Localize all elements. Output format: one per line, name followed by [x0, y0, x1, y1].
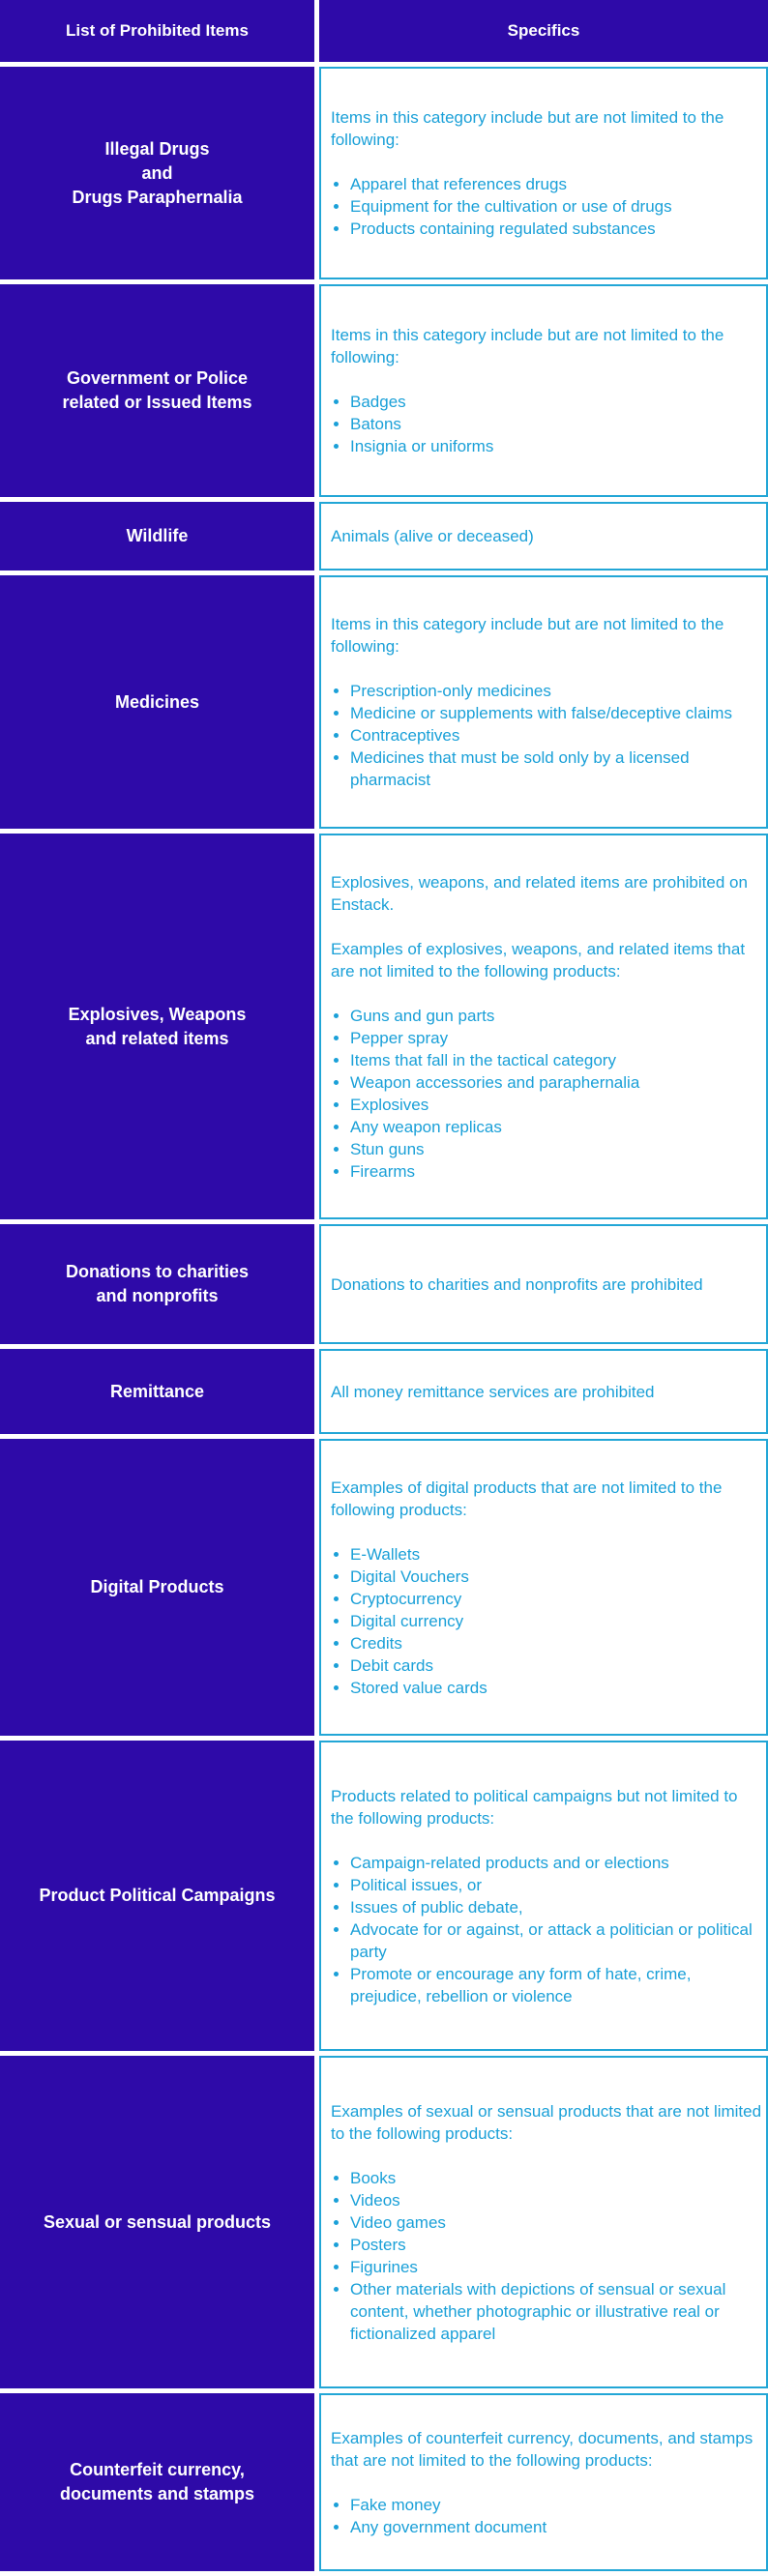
category-label: Sexual or sensual products [43, 2211, 272, 2232]
list-item: • Explosives [350, 1094, 762, 1116]
list-item: • Cryptocurrency [350, 1588, 762, 1610]
table-row [0, 1224, 768, 1344]
category-label: documents and stamps [59, 2484, 255, 2503]
category-cell [0, 1349, 314, 1434]
specifics-list [331, 1543, 762, 1699]
category-label: and nonprofits [96, 1286, 219, 1305]
list-item: • Medicines that must be sold only by a licensed pharmacist [350, 746, 762, 791]
table-row [0, 575, 768, 829]
category-cell [0, 1741, 314, 2051]
table-row [0, 502, 768, 571]
list-item: • Stored value cards [350, 1677, 762, 1699]
table-header-row [0, 0, 768, 62]
specifics-intro: Animals (alive or deceased) [331, 527, 534, 545]
header-specifics: Specifics [319, 0, 768, 62]
specifics-list [331, 391, 762, 457]
specifics-intro: Items in this category include but are not limited to the following: [331, 615, 724, 656]
header-prohibited-items: List of Prohibited Items [0, 0, 314, 62]
specifics-cell [319, 67, 768, 279]
list-item: • Stun guns [350, 1138, 762, 1160]
list-item: • Credits [350, 1632, 762, 1654]
category-cell [0, 1224, 314, 1344]
category-label: Donations to charities [65, 1262, 250, 1281]
specifics-cell [319, 1439, 768, 1736]
list-item: • Posters [350, 2234, 762, 2256]
specifics-cell [319, 834, 768, 1219]
category-cell [0, 2056, 314, 2388]
table-body [0, 67, 768, 2571]
specifics-intro: Examples of digital products that are not limited to the following products: [331, 1478, 723, 1519]
list-item: • E-Wallets [350, 1543, 762, 1566]
category-cell [0, 1439, 314, 1736]
list-item: • Issues of public debate, [350, 1896, 762, 1918]
specifics-cell [319, 575, 768, 829]
category-label: Medicines [114, 691, 200, 712]
list-item: • Any weapon replicas [350, 1116, 762, 1138]
table-row [0, 1439, 768, 1736]
list-item: • Debit cards [350, 1654, 762, 1677]
specifics-cell [319, 2393, 768, 2571]
specifics-cell [319, 2056, 768, 2388]
category-cell [0, 2393, 314, 2571]
category-cell [0, 284, 314, 497]
category-label: Digital Products [90, 1577, 224, 1596]
category-cell [0, 502, 314, 571]
category-label: related or Issued Items [62, 393, 252, 412]
list-item: • Political issues, or [350, 1874, 762, 1896]
table-row [0, 1741, 768, 2051]
list-item: • Items that fall in the tactical category [350, 1049, 762, 1071]
list-item: • Figurines [350, 2256, 762, 2278]
table-row [0, 2393, 768, 2571]
specifics-cell [319, 1349, 768, 1434]
list-item: • Contraceptives [350, 724, 762, 746]
category-label: Product Political Campaigns [39, 1886, 276, 1905]
category-label: Wildlife [126, 526, 189, 545]
list-item: • Prescription-only medicines [350, 680, 762, 702]
category-label: Remittance [109, 1381, 205, 1401]
specifics-list [331, 1005, 762, 1183]
specifics-examples-intro: Examples of explosives, weapons, and related items that are not limited to the following products: [331, 939, 746, 981]
category-cell [0, 67, 314, 279]
table-row [0, 1349, 768, 1434]
list-item: • Any government document [350, 2516, 762, 2538]
specifics-intro: Products related to political campaigns but not limited to the following products: [331, 1786, 738, 1828]
specifics-list [331, 1852, 762, 2007]
specifics-intro: Donations to charities and nonprofits are prohibited [331, 1274, 703, 1294]
category-label: Government or Police [66, 368, 249, 388]
list-item: • Badges [350, 391, 762, 413]
list-item: • Video games [350, 2211, 762, 2234]
list-item: • Campaign-related products and or elections [350, 1852, 762, 1874]
specifics-list [331, 680, 762, 791]
specifics-intro: Items in this category include but are not limited to the following: [331, 326, 724, 366]
table-row [0, 2056, 768, 2388]
list-item: • Weapon accessories and paraphernalia [350, 1071, 762, 1094]
specifics-intro: Examples of counterfeit currency, documents, and stamps that are not limited to the following products: [331, 2428, 753, 2470]
list-item: • Digital Vouchers [350, 1566, 762, 1588]
table-row [0, 67, 768, 279]
category-label: and related items [85, 1028, 229, 1048]
list-item: • Promote or encourage any form of hate, crime, prejudice, rebellion or violence [350, 1963, 762, 2007]
specifics-intro: Examples of sexual or sensual products that are not limited to the following products: [331, 2101, 762, 2143]
table-row [0, 834, 768, 1219]
list-item: • Videos [350, 2189, 762, 2211]
specifics-cell [319, 1741, 768, 2051]
list-item: • Medicine or supplements with false/deceptive claims [350, 702, 762, 724]
category-label: Explosives, Weapons [68, 1004, 247, 1024]
list-item: • Other materials with depictions of sensual or sexual content, whether photographic or illustrative real or fictionalized apparel [350, 2278, 762, 2345]
specifics-list [331, 2167, 762, 2345]
specifics-list [331, 173, 762, 240]
specifics-list [331, 2494, 762, 2538]
specifics-cell [319, 284, 768, 497]
list-item: • Apparel that references drugs [350, 173, 762, 195]
specifics-intro: Items in this category include but are not limited to the following: [331, 108, 724, 149]
specifics-cell [319, 1224, 768, 1344]
category-cell [0, 575, 314, 829]
list-item: • Equipment for the cultivation or use of drugs [350, 195, 762, 218]
list-item: • Advocate for or against, or attack a politician or political party [350, 1918, 762, 1963]
category-label: Drugs Paraphernalia [72, 187, 243, 207]
list-item: • Insignia or uniforms [350, 435, 762, 457]
list-item: • Books [350, 2167, 762, 2189]
category-cell [0, 834, 314, 1219]
specifics-intro: All money remittance services are prohibited [331, 1382, 655, 1401]
list-item: • Batons [350, 413, 762, 435]
specifics-intro: Explosives, weapons, and related items are prohibited on Enstack. [331, 872, 748, 914]
list-item: • Products containing regulated substances [350, 218, 762, 240]
list-item: • Fake money [350, 2494, 762, 2516]
specifics-cell [319, 502, 768, 571]
category-label: Illegal Drugs [104, 138, 210, 159]
list-item: • Firearms [350, 1160, 762, 1183]
list-item: • Pepper spray [350, 1027, 762, 1049]
category-label: and [141, 162, 173, 183]
category-label: Counterfeit currency, [70, 2460, 245, 2479]
list-item: • Guns and gun parts [350, 1005, 762, 1027]
table-row [0, 284, 768, 497]
list-item: • Digital currency [350, 1610, 762, 1632]
